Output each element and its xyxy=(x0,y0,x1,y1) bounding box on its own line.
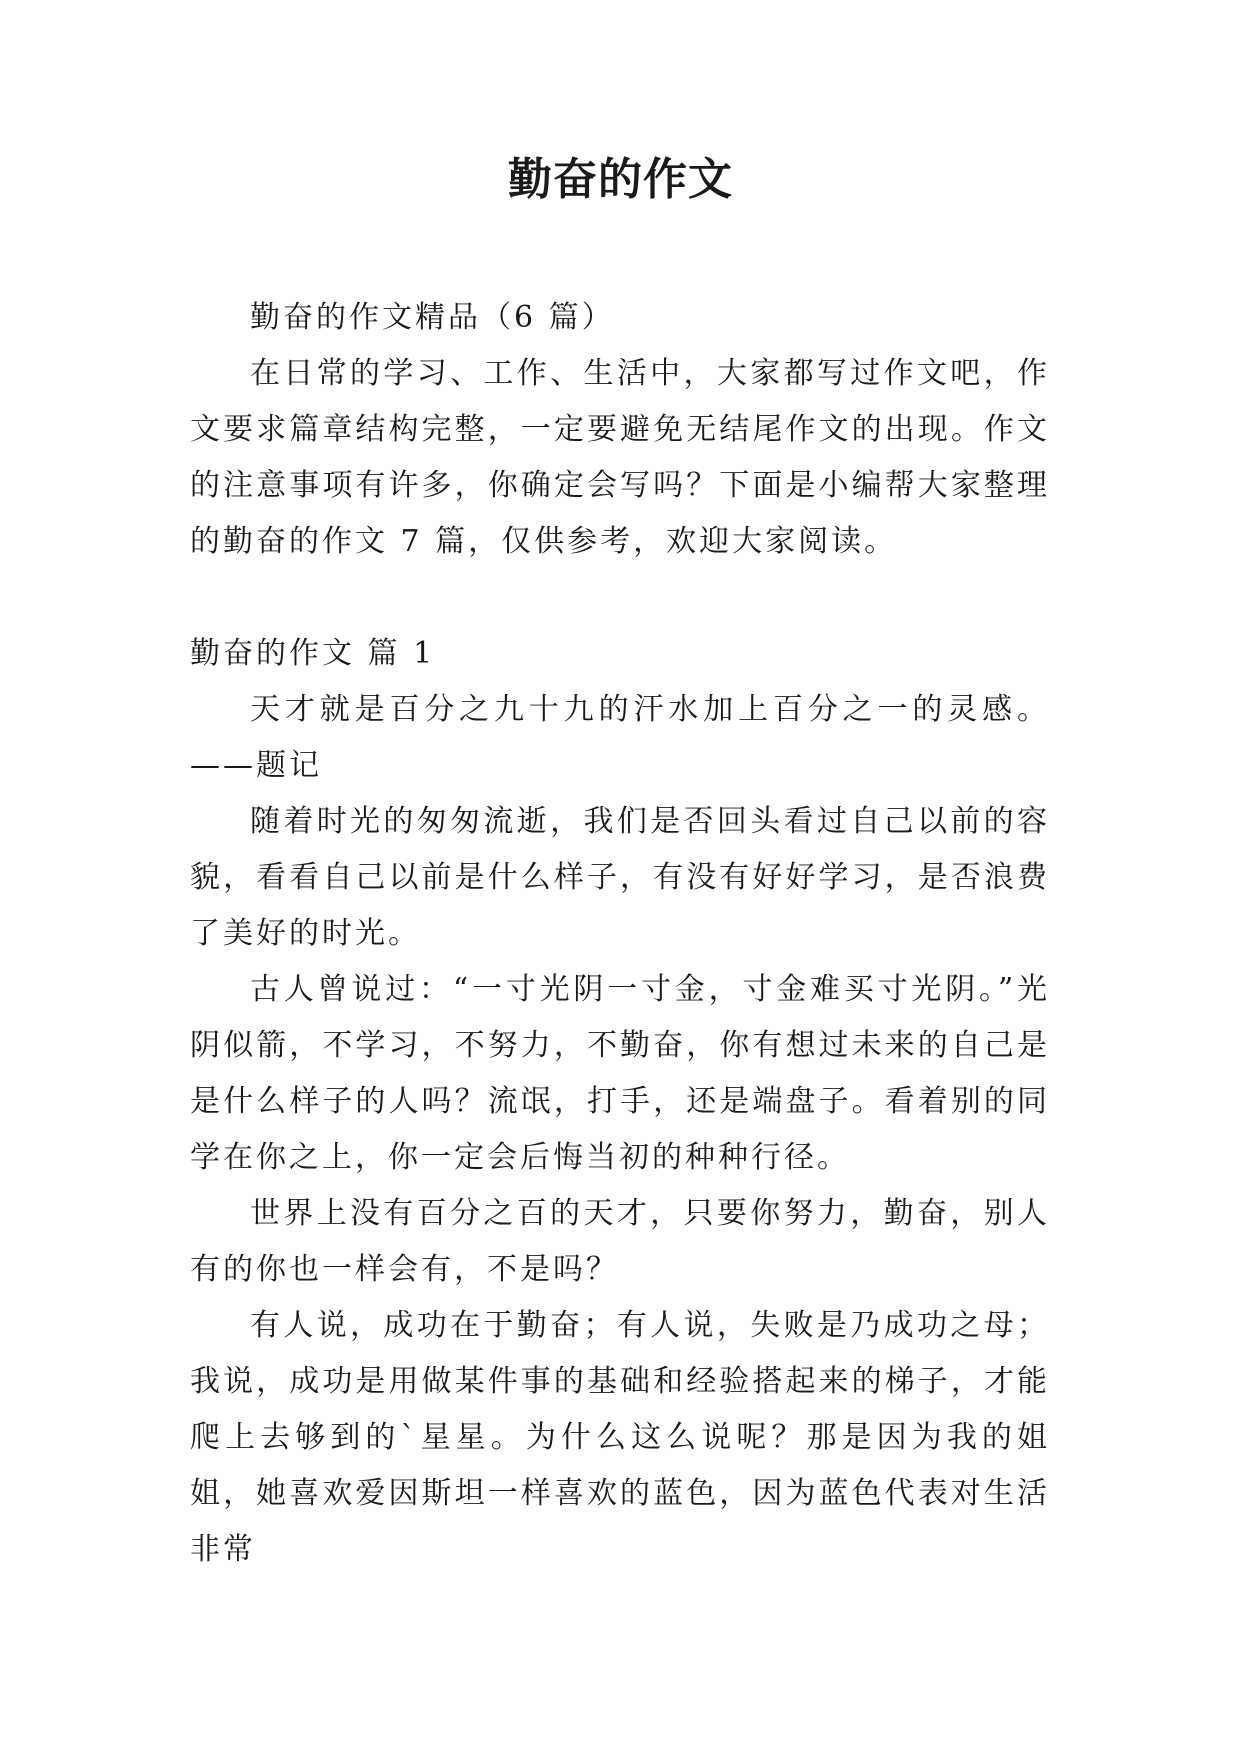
document-title: 勤奋的作文 xyxy=(508,154,733,205)
body-paragraph: 古人曾说过：“一寸光阴一寸金，寸金难买寸光阴。”光阴似箭，不学习，不努力，不勤奋，你有想过未来的自己是是什么样子的人吗？流氓，打手，还是端盘子。看着别的同学在你之上，你一定会后悔当初的种种行径。 xyxy=(190,972,1050,1175)
document-body xyxy=(190,290,1050,1578)
body-paragraph: 随着时光的匆匆流逝，我们是否回头看过自己以前的容貌，看看自己以前是什么样子，有没有好好学习，是否浪费了美好的时光。 xyxy=(190,804,1050,951)
section-heading: 勤奋的作文 篇 1 xyxy=(190,636,436,671)
intro-paragraph: 在日常的学习、工作、生活中，大家都写过作文吧，作文要求篇章结构完整，一定要避免无结尾作文的出现。作文的注意事项有许多，你确定会写吗？下面是小编帮大家整理的勤奋的作文 7 篇，仅供参考，欢迎大家阅读。 xyxy=(190,356,1050,559)
body-paragraph: 天才就是百分之九十九的汗水加上百分之一的灵感。——题记 xyxy=(190,692,1050,783)
body-paragraph: 世界上没有百分之百的天才，只要你努力，勤奋，别人有的你也一样会有，不是吗？ xyxy=(190,1196,1050,1287)
document-subtitle: 勤奋的作文精品（6 篇） xyxy=(250,300,615,335)
body-paragraph: 有人说，成功在于勤奋；有人说，失败是乃成功之母；我说，成功是用做某件事的基础和经验搭起来的梯子，才能爬上去够到的`星星。为什么这么说呢？那是因为我的姐姐，她喜欢爱因斯坦一样喜欢的蓝色，因为蓝色代表对生活非常 xyxy=(190,1308,1050,1567)
